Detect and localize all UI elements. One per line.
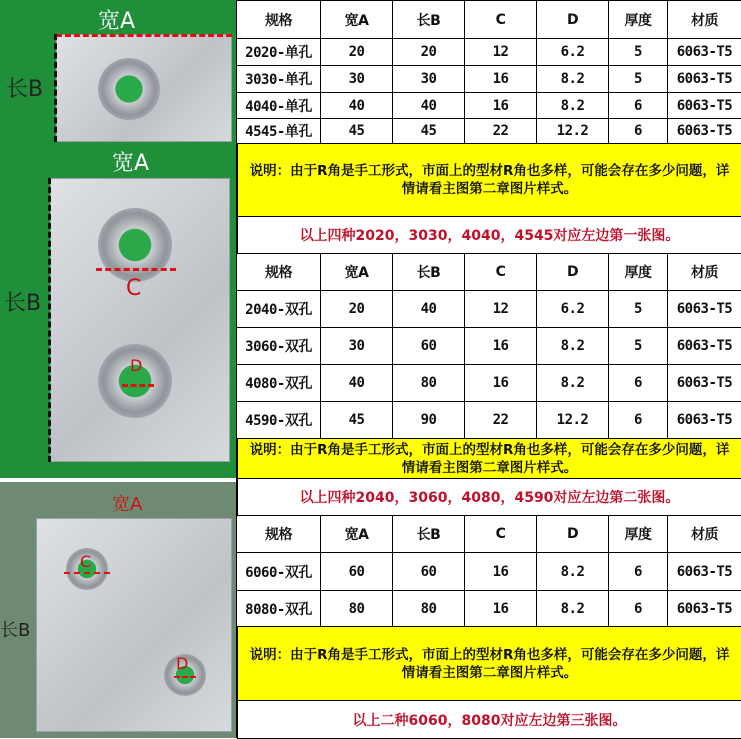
table-cell: 6063-T5 bbox=[668, 66, 741, 92]
table-cell: 40 bbox=[321, 93, 393, 118]
table-cell: 6 bbox=[609, 591, 668, 626]
d-label: D bbox=[176, 654, 189, 673]
column-header: 宽A bbox=[321, 254, 393, 290]
note-banner: 说明：由于R角是手工形式，市面上的型材R角也多样，可能会存在多少问题，详情请看主图第二章图片样式。 bbox=[237, 627, 741, 701]
photo-reference-text: 以上四种2040，3060，4080，4590对应左边第二张图。 bbox=[237, 479, 741, 516]
table-cell: 20 bbox=[321, 39, 393, 65]
column-header: 规格 bbox=[237, 516, 321, 552]
photo-reference-text: 以上二种6060，8080对应左边第三张图。 bbox=[237, 701, 741, 739]
table-cell: 45 bbox=[321, 402, 393, 438]
table-cell: 2020-单孔 bbox=[237, 39, 321, 65]
column-header: 规格 bbox=[237, 254, 321, 290]
table-cell: 16 bbox=[465, 328, 537, 364]
spec-tables bbox=[236, 0, 741, 738]
note-banner: 说明：由于R角是手工形式，市面上的型材R角也多样，可能会存在多少问题，详情请看主图第二章图片样式。 bbox=[237, 144, 741, 217]
table-cell: 40 bbox=[393, 291, 465, 327]
table-cell: 12 bbox=[465, 39, 537, 65]
table-cell: 6063-T5 bbox=[668, 93, 741, 118]
table-cell: 3030-单孔 bbox=[237, 66, 321, 92]
photo-single-hole bbox=[0, 0, 236, 146]
length-label: 长B bbox=[4, 291, 42, 316]
table-cell: 16 bbox=[465, 553, 537, 590]
table-row bbox=[237, 119, 741, 144]
width-label: 宽A bbox=[112, 151, 150, 176]
table-header-row bbox=[237, 254, 741, 291]
photo-double-hole bbox=[0, 146, 236, 478]
column-header: 宽A bbox=[321, 1, 393, 38]
table-cell: 16 bbox=[465, 93, 537, 118]
column-header: 规格 bbox=[237, 1, 321, 38]
table-cell: 40 bbox=[321, 365, 393, 401]
table-cell: 8.2 bbox=[537, 66, 609, 92]
table-cell: 4545-单孔 bbox=[237, 119, 321, 143]
table-cell: 6 bbox=[609, 93, 668, 118]
table-cell: 22 bbox=[465, 402, 537, 438]
column-header: 长B bbox=[393, 254, 465, 290]
table-cell: 80 bbox=[393, 591, 465, 626]
column-header: D bbox=[537, 516, 609, 552]
table-cell: 8.2 bbox=[537, 328, 609, 364]
table-cell: 5 bbox=[609, 291, 668, 327]
table-cell: 4080-双孔 bbox=[237, 365, 321, 401]
c-label: C bbox=[80, 552, 92, 571]
table-cell: 16 bbox=[465, 365, 537, 401]
table-cell: 8080-双孔 bbox=[237, 591, 321, 626]
column-header: C bbox=[465, 254, 537, 290]
table-cell: 6 bbox=[609, 402, 668, 438]
table-cell: 8.2 bbox=[537, 553, 609, 590]
table-cell: 80 bbox=[393, 365, 465, 401]
width-label: 宽A bbox=[112, 494, 143, 515]
table-cell: 22 bbox=[465, 119, 537, 143]
table-cell: 6.2 bbox=[537, 291, 609, 327]
table-cell: 30 bbox=[393, 66, 465, 92]
table-cell: 6063-T5 bbox=[668, 365, 741, 401]
table-cell: 6 bbox=[609, 365, 668, 401]
table-cell: 6 bbox=[609, 553, 668, 590]
table-cell: 6063-T5 bbox=[668, 291, 741, 327]
table-cell: 16 bbox=[465, 591, 537, 626]
column-header: 长B bbox=[393, 1, 465, 38]
table-cell: 6063-T5 bbox=[668, 39, 741, 65]
note-banner: 说明：由于R角是手工形式，市面上的型材R角也多样，可能会存在多少问题，详情请看主图第二章图片样式。 bbox=[237, 439, 741, 479]
table-row bbox=[237, 591, 741, 627]
column-header: 厚度 bbox=[609, 516, 668, 552]
column-header: C bbox=[465, 1, 537, 38]
photo-reference-text: 以上四种2020，3030，4040，4545对应左边第一张图。 bbox=[237, 217, 741, 254]
table-cell: 45 bbox=[321, 119, 393, 143]
table-cell: 6063-T5 bbox=[668, 328, 741, 364]
table-row bbox=[237, 553, 741, 591]
table-row bbox=[237, 93, 741, 119]
table-cell: 6063-T5 bbox=[668, 119, 741, 143]
table-header-row bbox=[237, 516, 741, 553]
length-label: 长B bbox=[0, 620, 31, 641]
length-label: 长B bbox=[6, 77, 44, 102]
column-header: D bbox=[537, 1, 609, 38]
table-cell: 60 bbox=[393, 553, 465, 590]
table-row bbox=[237, 39, 741, 66]
table-cell: 20 bbox=[393, 39, 465, 65]
table-cell: 8.2 bbox=[537, 365, 609, 401]
table-cell: 6063-T5 bbox=[668, 402, 741, 438]
column-header: 宽A bbox=[321, 516, 393, 552]
d-label: D bbox=[130, 356, 143, 375]
photo-large-plate bbox=[0, 482, 236, 738]
table-cell: 5 bbox=[609, 328, 668, 364]
table-row bbox=[237, 328, 741, 365]
table-cell: 20 bbox=[321, 291, 393, 327]
table-row bbox=[237, 365, 741, 402]
table-cell: 8.2 bbox=[537, 591, 609, 626]
column-header: 材质 bbox=[668, 516, 741, 552]
table-cell: 12 bbox=[465, 291, 537, 327]
table-cell: 2040-双孔 bbox=[237, 291, 321, 327]
table-cell: 12.2 bbox=[537, 119, 609, 143]
table-cell: 5 bbox=[609, 66, 668, 92]
table-cell: 6 bbox=[609, 119, 668, 143]
column-header: C bbox=[465, 516, 537, 552]
table-cell: 4590-双孔 bbox=[237, 402, 321, 438]
table-cell: 16 bbox=[465, 66, 537, 92]
table-cell: 4040-单孔 bbox=[237, 93, 321, 118]
column-header: 长B bbox=[393, 516, 465, 552]
product-photos bbox=[0, 0, 236, 738]
column-header: 厚度 bbox=[609, 254, 668, 290]
table-row bbox=[237, 291, 741, 328]
table-header-row bbox=[237, 1, 741, 39]
table-cell: 60 bbox=[321, 553, 393, 590]
table-cell: 12.2 bbox=[537, 402, 609, 438]
table-cell: 6063-T5 bbox=[668, 591, 741, 626]
table-cell: 30 bbox=[321, 328, 393, 364]
table-cell: 60 bbox=[393, 328, 465, 364]
column-header: 厚度 bbox=[609, 1, 668, 38]
column-header: 材质 bbox=[668, 254, 741, 290]
table-cell: 80 bbox=[321, 591, 393, 626]
table-cell: 5 bbox=[609, 39, 668, 65]
table-cell: 45 bbox=[393, 119, 465, 143]
table-row bbox=[237, 66, 741, 93]
table-cell: 6063-T5 bbox=[668, 553, 741, 590]
column-header: D bbox=[537, 254, 609, 290]
column-header: 材质 bbox=[668, 1, 741, 38]
table-cell: 40 bbox=[393, 93, 465, 118]
c-label: C bbox=[126, 276, 142, 301]
width-label: 宽A bbox=[98, 9, 136, 34]
table-cell: 6.2 bbox=[537, 39, 609, 65]
table-cell: 90 bbox=[393, 402, 465, 438]
table-cell: 8.2 bbox=[537, 93, 609, 118]
table-cell: 30 bbox=[321, 66, 393, 92]
table-row bbox=[237, 402, 741, 439]
table-cell: 3060-双孔 bbox=[237, 328, 321, 364]
table-cell: 6060-双孔 bbox=[237, 553, 321, 590]
